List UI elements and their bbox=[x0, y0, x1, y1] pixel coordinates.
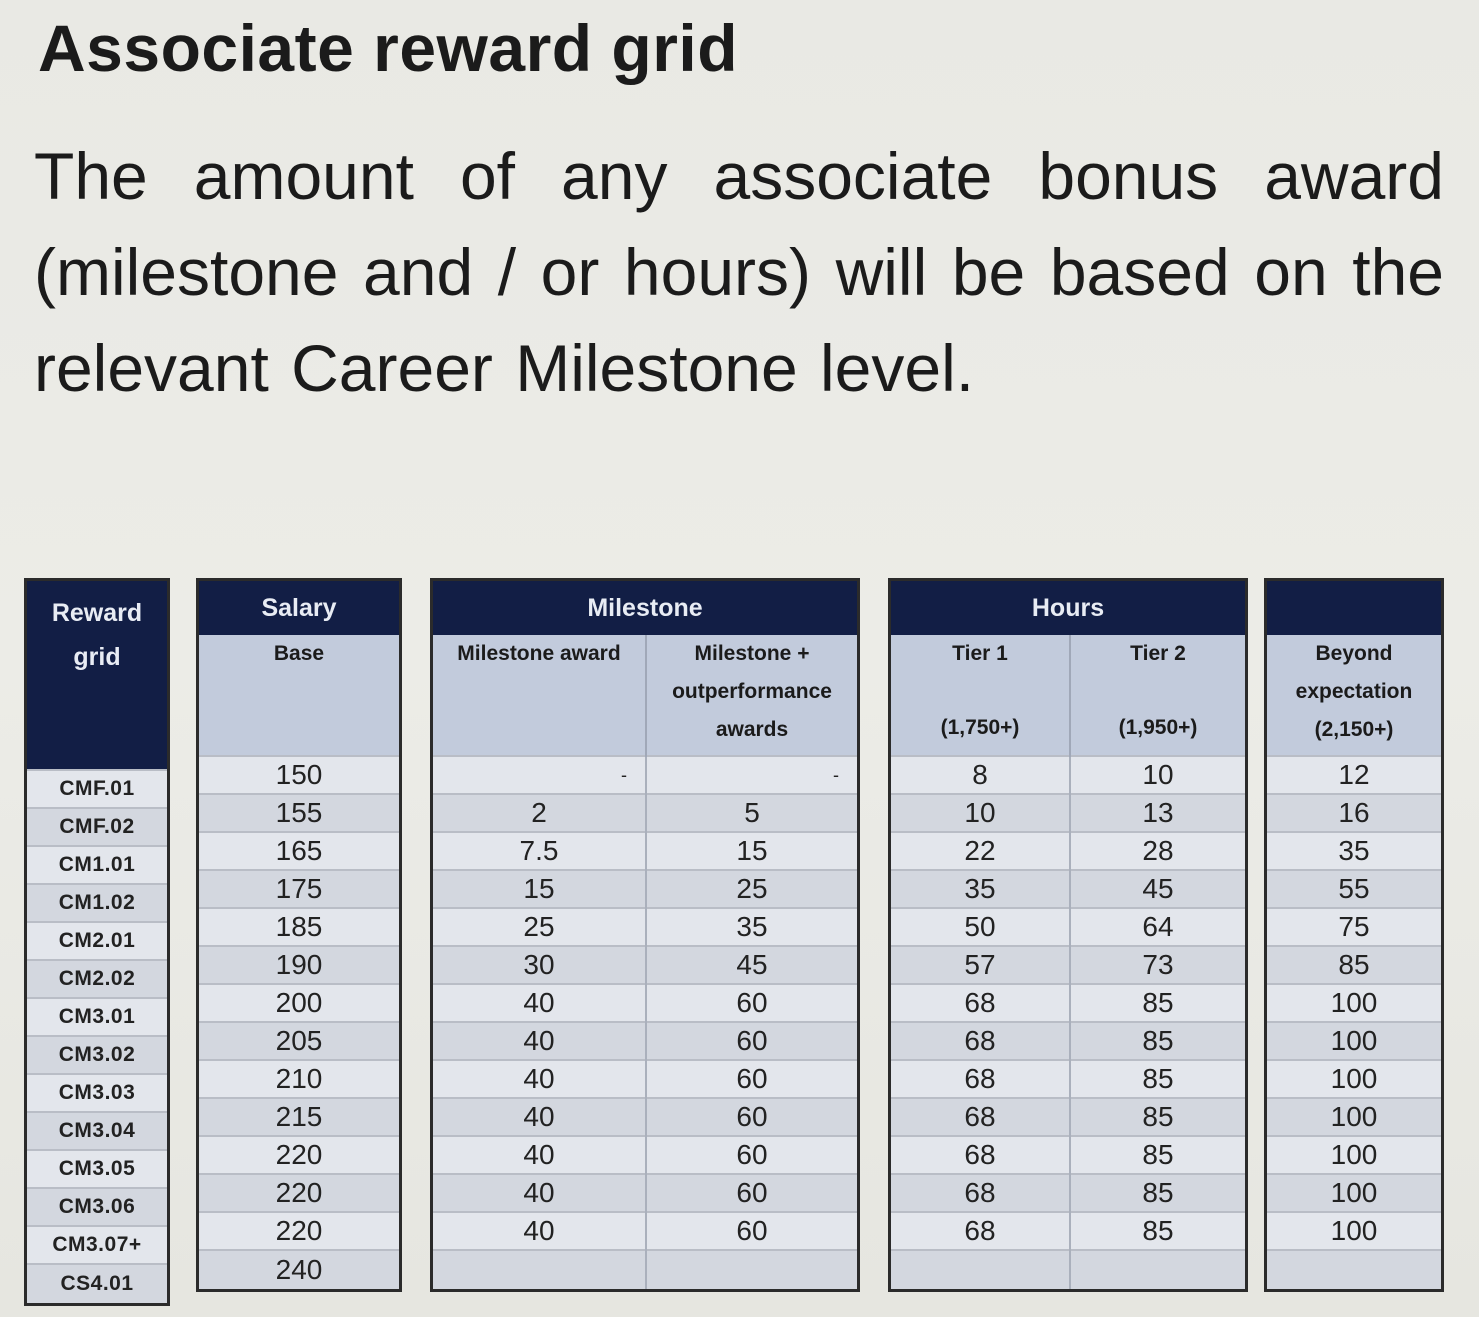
beyond-header bbox=[1266, 635, 1443, 756]
table-row bbox=[432, 756, 859, 794]
cell-outperformance: 60 bbox=[646, 1174, 859, 1212]
table-row bbox=[890, 1060, 1247, 1098]
cell-tier2: 13 bbox=[1070, 794, 1247, 832]
table-row bbox=[198, 1250, 401, 1291]
cell-base: 210 bbox=[198, 1060, 401, 1098]
table-row bbox=[26, 960, 169, 998]
cell-tier1: 35 bbox=[890, 870, 1071, 908]
cell-tier2: 10 bbox=[1070, 756, 1247, 794]
cell-tier2: 85 bbox=[1070, 1136, 1247, 1174]
milestone-table bbox=[430, 578, 860, 1292]
cell-tier1: 68 bbox=[890, 1060, 1071, 1098]
cell-tier2: 85 bbox=[1070, 1060, 1247, 1098]
cell-grid: CM2.02 bbox=[26, 960, 169, 998]
cell-base: 190 bbox=[198, 946, 401, 984]
table-row bbox=[432, 870, 859, 908]
cell-outperformance: 45 bbox=[646, 946, 859, 984]
table-row bbox=[198, 870, 401, 908]
base-header: Base bbox=[198, 635, 401, 756]
table-row bbox=[432, 908, 859, 946]
table-row bbox=[26, 770, 169, 808]
table-row bbox=[890, 1212, 1247, 1250]
cell-milestone: - bbox=[432, 756, 647, 794]
cell-outperformance: - bbox=[646, 756, 859, 794]
cell-beyond: 35 bbox=[1266, 832, 1443, 870]
tier2-header bbox=[1070, 635, 1247, 756]
cell-beyond: 12 bbox=[1266, 756, 1443, 794]
table-row bbox=[26, 1226, 169, 1264]
table-row bbox=[432, 1136, 859, 1174]
cell-base: 220 bbox=[198, 1174, 401, 1212]
cell-milestone: 40 bbox=[432, 984, 647, 1022]
cell-milestone: 40 bbox=[432, 1022, 647, 1060]
cell-grid: CS4.01 bbox=[26, 1264, 169, 1305]
cell-tier2: 85 bbox=[1070, 984, 1247, 1022]
cell-grid: CM3.04 bbox=[26, 1112, 169, 1150]
page-title: Associate reward grid bbox=[38, 11, 739, 85]
cell-beyond: 100 bbox=[1266, 1060, 1443, 1098]
cell-grid: CM3.02 bbox=[26, 1036, 169, 1074]
cell-grid: CM3.01 bbox=[26, 998, 169, 1036]
cell-tier2: 85 bbox=[1070, 1098, 1247, 1136]
table-row bbox=[198, 794, 401, 832]
beyond-table bbox=[1264, 578, 1444, 1292]
table-row bbox=[432, 1250, 859, 1291]
cell-outperformance: 60 bbox=[646, 984, 859, 1022]
table-row bbox=[198, 1212, 401, 1250]
cell-tier2 bbox=[1070, 1250, 1247, 1291]
reward-grid-header: Reward grid bbox=[26, 580, 169, 771]
table-row bbox=[26, 1150, 169, 1188]
cell-beyond: 85 bbox=[1266, 946, 1443, 984]
cell-grid: CMF.02 bbox=[26, 808, 169, 846]
cell-tier1: 68 bbox=[890, 1136, 1071, 1174]
cell-outperformance: 60 bbox=[646, 1060, 859, 1098]
cell-base: 150 bbox=[198, 756, 401, 794]
cell-base: 220 bbox=[198, 1136, 401, 1174]
cell-outperformance: 5 bbox=[646, 794, 859, 832]
cell-tier1: 68 bbox=[890, 1098, 1071, 1136]
table-row bbox=[890, 794, 1247, 832]
table-row bbox=[1266, 832, 1443, 870]
table-row bbox=[432, 1212, 859, 1250]
cell-tier2: 45 bbox=[1070, 870, 1247, 908]
cell-base: 165 bbox=[198, 832, 401, 870]
table-row bbox=[26, 1074, 169, 1112]
cell-milestone: 2 bbox=[432, 794, 647, 832]
beyond-label: Beyond expectation bbox=[1295, 642, 1413, 703]
cell-beyond: 100 bbox=[1266, 1136, 1443, 1174]
cell-grid: CM3.03 bbox=[26, 1074, 169, 1112]
reward-grid-table bbox=[24, 578, 170, 1306]
table-row bbox=[198, 984, 401, 1022]
cell-beyond: 100 bbox=[1266, 1022, 1443, 1060]
cell-beyond bbox=[1266, 1250, 1443, 1291]
cell-milestone: 7.5 bbox=[432, 832, 647, 870]
table-row bbox=[198, 1060, 401, 1098]
cell-base: 220 bbox=[198, 1212, 401, 1250]
table-row bbox=[1266, 1022, 1443, 1060]
table-row bbox=[1266, 984, 1443, 1022]
table-row bbox=[432, 1174, 859, 1212]
table-row bbox=[26, 1264, 169, 1305]
table-row bbox=[890, 984, 1247, 1022]
table-row bbox=[890, 1250, 1247, 1291]
cell-grid: CM1.02 bbox=[26, 884, 169, 922]
table-row bbox=[432, 984, 859, 1022]
cell-base: 205 bbox=[198, 1022, 401, 1060]
hours-header: Hours bbox=[890, 580, 1247, 636]
table-row bbox=[26, 1112, 169, 1150]
cell-beyond: 100 bbox=[1266, 1098, 1443, 1136]
salary-header: Salary bbox=[198, 580, 401, 636]
table-row bbox=[198, 946, 401, 984]
table-row bbox=[1266, 870, 1443, 908]
table-row bbox=[198, 756, 401, 794]
table-row bbox=[432, 794, 859, 832]
cell-outperformance: 35 bbox=[646, 908, 859, 946]
table-row bbox=[26, 846, 169, 884]
table-row bbox=[890, 756, 1247, 794]
cell-beyond: 75 bbox=[1266, 908, 1443, 946]
cell-tier1: 68 bbox=[890, 984, 1071, 1022]
table-row bbox=[890, 832, 1247, 870]
cell-outperformance: 60 bbox=[646, 1098, 859, 1136]
cell-base: 155 bbox=[198, 794, 401, 832]
table-row bbox=[198, 908, 401, 946]
beyond-range: (2,150+) bbox=[1314, 718, 1394, 741]
milestone-award-header: Milestone award bbox=[432, 635, 647, 756]
cell-tier1: 57 bbox=[890, 946, 1071, 984]
table-row bbox=[1266, 908, 1443, 946]
table-row bbox=[1266, 1212, 1443, 1250]
cell-tier2: 28 bbox=[1070, 832, 1247, 870]
tier1-range: (1,750+) bbox=[940, 716, 1020, 739]
cell-tier1: 8 bbox=[890, 756, 1071, 794]
cell-tier1 bbox=[890, 1250, 1071, 1291]
cell-milestone: 40 bbox=[432, 1098, 647, 1136]
table-row bbox=[198, 1136, 401, 1174]
cell-tier1: 68 bbox=[890, 1174, 1071, 1212]
cell-grid: CM3.05 bbox=[26, 1150, 169, 1188]
table-row bbox=[432, 1060, 859, 1098]
cell-base: 185 bbox=[198, 908, 401, 946]
cell-outperformance: 60 bbox=[646, 1136, 859, 1174]
cell-tier2: 85 bbox=[1070, 1022, 1247, 1060]
table-row bbox=[432, 832, 859, 870]
cell-tier2: 85 bbox=[1070, 1212, 1247, 1250]
cell-base: 175 bbox=[198, 870, 401, 908]
table-row bbox=[1266, 794, 1443, 832]
table-row bbox=[432, 946, 859, 984]
cell-tier1: 22 bbox=[890, 832, 1071, 870]
cell-tier1: 68 bbox=[890, 1022, 1071, 1060]
cell-outperformance: 60 bbox=[646, 1212, 859, 1250]
table-row bbox=[1266, 1098, 1443, 1136]
cell-base: 240 bbox=[198, 1250, 401, 1291]
cell-tier1: 50 bbox=[890, 908, 1071, 946]
cell-beyond: 100 bbox=[1266, 984, 1443, 1022]
table-row bbox=[1266, 1174, 1443, 1212]
table-row bbox=[890, 1136, 1247, 1174]
table-row bbox=[26, 884, 169, 922]
cell-milestone: 40 bbox=[432, 1174, 647, 1212]
table-row bbox=[1266, 756, 1443, 794]
table-row bbox=[26, 1036, 169, 1074]
table-row bbox=[1266, 946, 1443, 984]
cell-tier2: 73 bbox=[1070, 946, 1247, 984]
table-row bbox=[890, 946, 1247, 984]
cell-grid: CM1.01 bbox=[26, 846, 169, 884]
table-row bbox=[432, 1098, 859, 1136]
table-row bbox=[26, 1188, 169, 1226]
cell-base: 200 bbox=[198, 984, 401, 1022]
cell-grid: CM3.07+ bbox=[26, 1226, 169, 1264]
cell-milestone: 40 bbox=[432, 1212, 647, 1250]
cell-milestone: 40 bbox=[432, 1136, 647, 1174]
cell-grid: CMF.01 bbox=[26, 770, 169, 808]
cell-base: 215 bbox=[198, 1098, 401, 1136]
beyond-header-bar bbox=[1266, 580, 1443, 636]
intro-paragraph: The amount of any associate bonus award (milestone and / or hours) will be based on the relevant Career Milestone level. bbox=[34, 139, 1444, 405]
milestone-header: Milestone bbox=[432, 580, 859, 636]
tier1-label: Tier 1 bbox=[952, 642, 1008, 665]
cell-tier1: 10 bbox=[890, 794, 1071, 832]
table-row bbox=[26, 808, 169, 846]
table-row bbox=[26, 998, 169, 1036]
cell-outperformance: 60 bbox=[646, 1022, 859, 1060]
cell-beyond: 100 bbox=[1266, 1174, 1443, 1212]
cell-grid: CM3.06 bbox=[26, 1188, 169, 1226]
table-row bbox=[890, 1174, 1247, 1212]
cell-milestone bbox=[432, 1250, 647, 1291]
table-row bbox=[1266, 1250, 1443, 1291]
hours-table bbox=[888, 578, 1248, 1292]
milestone-outperformance-header: Milestone + outperformance awards bbox=[646, 635, 859, 756]
cell-beyond: 16 bbox=[1266, 794, 1443, 832]
table-row bbox=[198, 1098, 401, 1136]
tier2-range: (1,950+) bbox=[1118, 716, 1198, 739]
salary-table bbox=[196, 578, 402, 1292]
cell-outperformance: 15 bbox=[646, 832, 859, 870]
table-row bbox=[890, 908, 1247, 946]
cell-tier2: 85 bbox=[1070, 1174, 1247, 1212]
cell-milestone: 30 bbox=[432, 946, 647, 984]
table-row bbox=[198, 1174, 401, 1212]
table-row bbox=[1266, 1060, 1443, 1098]
cell-grid: CM2.01 bbox=[26, 922, 169, 960]
table-row bbox=[890, 1098, 1247, 1136]
table-row bbox=[26, 922, 169, 960]
tier2-label: Tier 2 bbox=[1130, 642, 1186, 665]
table-row bbox=[1266, 1136, 1443, 1174]
cell-beyond: 55 bbox=[1266, 870, 1443, 908]
table-row bbox=[890, 1022, 1247, 1060]
table-row bbox=[890, 870, 1247, 908]
cell-tier1: 68 bbox=[890, 1212, 1071, 1250]
cell-outperformance: 25 bbox=[646, 870, 859, 908]
cell-outperformance bbox=[646, 1250, 859, 1291]
table-row bbox=[432, 1022, 859, 1060]
tier1-header bbox=[890, 635, 1071, 756]
table-row bbox=[198, 1022, 401, 1060]
cell-milestone: 25 bbox=[432, 908, 647, 946]
cell-milestone: 40 bbox=[432, 1060, 647, 1098]
cell-beyond: 100 bbox=[1266, 1212, 1443, 1250]
cell-tier2: 64 bbox=[1070, 908, 1247, 946]
table-row bbox=[198, 832, 401, 870]
cell-milestone: 15 bbox=[432, 870, 647, 908]
